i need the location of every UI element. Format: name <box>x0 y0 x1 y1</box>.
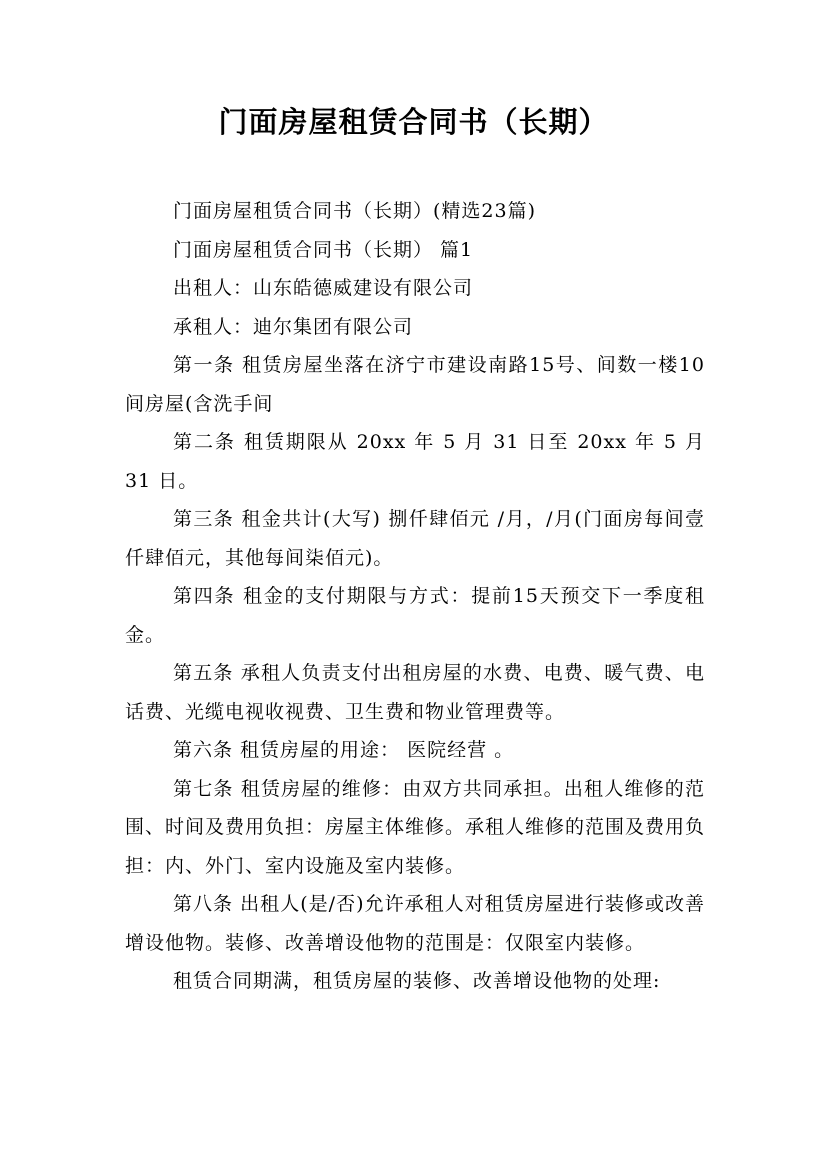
paragraph-article-3: 第三条 租金共计(大写) 捌仟肆佰元 /月，/月(门面房每间壹仟肆佰元，其他每间柒佰元)。 <box>125 508 705 569</box>
document-body <box>125 192 705 1001</box>
paragraph-article-8: 第八条 出租人(是/否)允许承租人对租赁房屋进行装修或改善增设他物。装修、改善增设他物的范围是：仅限室内装修。 <box>125 893 705 954</box>
paragraph-article-6: 第六条 租赁房屋的用途： 医院经营 。 <box>173 739 515 761</box>
paragraph-article-2: 第二条 租赁期限从 20xx 年 5 月 31 日至 20xx 年 5 月 31 日。 <box>125 431 705 492</box>
paragraph-article-5: 第五条 承租人负责支付出租房屋的水费、电费、暖气费、电话费、光缆电视收视费、卫生费和物业管理费等。 <box>125 662 705 723</box>
paragraph-subtitle: 门面房屋租赁合同书（长期）(精选23篇) <box>173 200 537 222</box>
document-title: 门面房屋租赁合同书（长期） <box>218 105 609 139</box>
paragraph-article-1: 第一条 租赁房屋坐落在济宁市建设南路15号、间数一楼10间房屋(含洗手间 <box>125 354 705 415</box>
paragraph-lessor: 出租人：山东皓德威建设有限公司 <box>173 277 474 299</box>
paragraph-article-7: 第七条 租赁房屋的维修：由双方共同承担。出租人维修的范围、时间及费用负担：房屋主体维修。承租人维修的范围及费用负担：内、外门、室内设施及室内装修。 <box>125 777 706 877</box>
paragraph-lease-expiry: 租赁合同期满，租赁房屋的装修、改善增设他物的处理: <box>173 970 661 992</box>
paragraph-section-heading: 门面房屋租赁合同书（长期） 篇1 <box>173 238 474 261</box>
paragraph-lessee: 承租人：迪尔集团有限公司 <box>173 315 414 338</box>
paragraph-article-4: 第四条 租金的支付期限与方式：提前15天预交下一季度租金。 <box>125 585 705 646</box>
